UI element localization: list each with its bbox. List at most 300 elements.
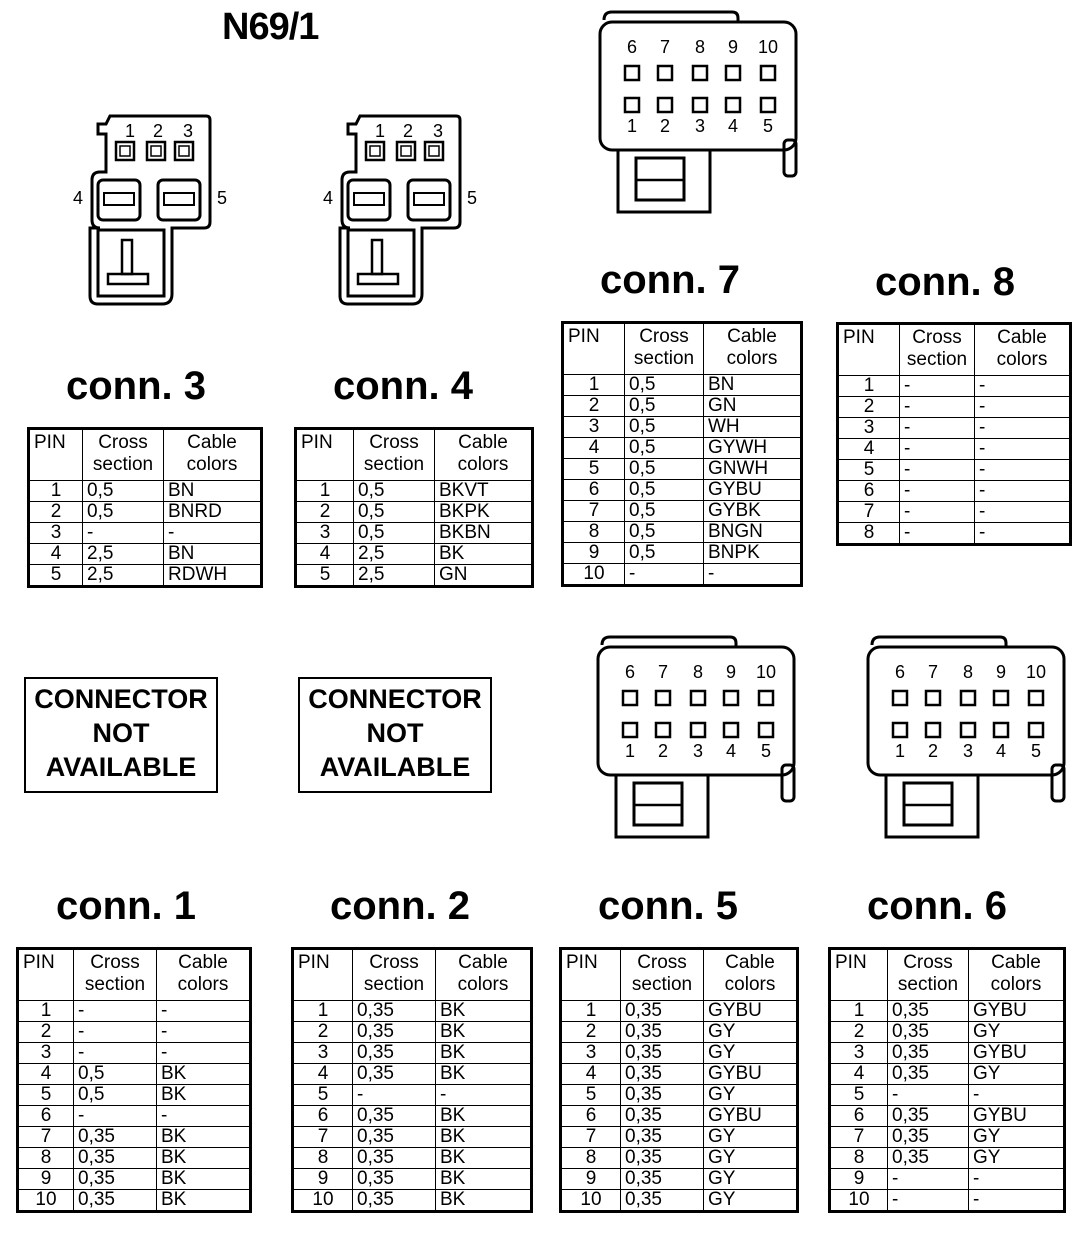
cross-section-cell: -	[74, 1022, 157, 1043]
pin-label: 2	[657, 741, 669, 761]
terminal-blade	[104, 193, 134, 205]
cable-color-cell: BN	[164, 481, 262, 502]
cable-color-cell: -	[975, 481, 1071, 502]
pin-cell: 4	[830, 1064, 888, 1085]
pin-square	[726, 66, 740, 80]
cable-color-cell: BK	[436, 1148, 532, 1169]
pin-cell: 9	[561, 1169, 621, 1190]
pin-label: 7	[659, 37, 671, 57]
cable-colors-header: Cable colors	[164, 429, 262, 481]
table-row	[561, 1085, 798, 1106]
table-row	[293, 1022, 532, 1043]
pin-label: 3	[692, 741, 704, 761]
cross-section-cell: 0,35	[74, 1127, 157, 1148]
pin-square	[425, 142, 443, 160]
pin-header: PIN	[838, 324, 900, 376]
pin-square	[893, 691, 907, 705]
cross-section-header: Cross section	[354, 429, 435, 481]
cross-section-cell: -	[74, 1001, 157, 1022]
pin-label: 5	[762, 116, 774, 136]
pin-label: 1	[374, 121, 386, 141]
pin-cell: 3	[561, 1043, 621, 1064]
cross-section-cell: 0,35	[353, 1022, 436, 1043]
cross-section-cell: -	[888, 1190, 969, 1212]
cross-section-cell: 2,5	[83, 544, 164, 565]
cable-color-cell: BK	[157, 1148, 251, 1169]
pin-label: 1	[124, 121, 136, 141]
pin-cell: 3	[29, 523, 83, 544]
pin-cell: 8	[838, 523, 900, 545]
cable-color-cell: -	[969, 1190, 1065, 1212]
cross-section-cell: 0,35	[621, 1190, 704, 1212]
pin-label: 9	[727, 37, 739, 57]
table-row	[293, 1106, 532, 1127]
cross-section-cell: 0,35	[621, 1085, 704, 1106]
cross-section-cell: 0,35	[74, 1148, 157, 1169]
table-row	[296, 481, 533, 502]
pin-label: 5	[1030, 741, 1042, 761]
table-row	[563, 375, 802, 396]
pin-cell: 5	[296, 565, 354, 587]
table-row	[18, 1190, 251, 1212]
pin-cell: 3	[293, 1043, 353, 1064]
table-row	[29, 544, 262, 565]
cable-color-cell: -	[975, 439, 1071, 460]
cross-section-cell: 0,35	[621, 1043, 704, 1064]
cable-color-cell: BK	[157, 1064, 251, 1085]
pin-header: PIN	[29, 429, 83, 481]
pin-inner-square	[120, 146, 130, 156]
pin-label: 6	[626, 37, 638, 57]
table-row	[561, 1064, 798, 1085]
pin-cell: 3	[830, 1043, 888, 1064]
cable-color-cell: GN	[435, 565, 533, 587]
cross-section-cell: 0,5	[625, 543, 704, 564]
conn6-pin-table	[828, 947, 1066, 1213]
cable-color-cell: GYBU	[704, 1001, 798, 1022]
table-row	[293, 1043, 532, 1064]
cross-section-cell: 0,35	[353, 1169, 436, 1190]
pin-square	[656, 723, 670, 737]
table-row	[838, 439, 1071, 460]
pin-label: 9	[725, 662, 737, 682]
pin-square	[691, 691, 705, 705]
cross-section-cell: -	[74, 1106, 157, 1127]
pin-cell: 9	[293, 1169, 353, 1190]
cable-color-cell: BKPK	[435, 502, 533, 523]
conn2-not-available-box	[298, 677, 492, 793]
cross-section-cell: 0,35	[621, 1148, 704, 1169]
cross-section-cell: 0,35	[888, 1043, 969, 1064]
cross-section-cell: -	[900, 502, 975, 523]
cross-section-cell: -	[900, 418, 975, 439]
pin-square	[693, 66, 707, 80]
cable-color-cell: -	[975, 502, 1071, 523]
table-row	[18, 1001, 251, 1022]
table-row	[563, 438, 802, 459]
table-row	[838, 481, 1071, 502]
pin-header: PIN	[18, 949, 74, 1001]
pin-cell: 9	[18, 1169, 74, 1190]
pin-label: 8	[692, 662, 704, 682]
cable-color-cell: GY	[704, 1085, 798, 1106]
table-row	[296, 544, 533, 565]
cross-section-cell: -	[900, 376, 975, 397]
cross-section-header: Cross section	[621, 949, 704, 1001]
pin-cell: 5	[830, 1085, 888, 1106]
cross-section-cell: -	[74, 1043, 157, 1064]
cable-color-cell: BK	[157, 1085, 251, 1106]
pin-square	[691, 723, 705, 737]
pin-label: 1	[626, 116, 638, 136]
cable-color-cell: BK	[436, 1001, 532, 1022]
cable-color-cell: BK	[436, 1064, 532, 1085]
pin-square	[1029, 691, 1043, 705]
pin-label: 3	[962, 741, 974, 761]
cable-color-cell: BK	[436, 1106, 532, 1127]
cable-color-cell: GY	[704, 1043, 798, 1064]
cable-color-cell: BK	[157, 1169, 251, 1190]
pin-square	[759, 691, 773, 705]
pin-square	[397, 142, 415, 160]
cross-section-cell: -	[83, 523, 164, 544]
pin-label: 2	[152, 121, 164, 141]
cross-section-header: Cross section	[74, 949, 157, 1001]
pin-header: PIN	[563, 323, 625, 375]
pin-label: 9	[995, 662, 1007, 682]
pin-cell: 5	[18, 1085, 74, 1106]
cross-section-cell: 0,35	[353, 1127, 436, 1148]
table-row	[561, 1106, 798, 1127]
pin-label: 2	[659, 116, 671, 136]
table-row	[561, 1169, 798, 1190]
cable-color-cell: BKVT	[435, 481, 533, 502]
cable-colors-header: Cable colors	[436, 949, 532, 1001]
pin-inner-square	[370, 146, 380, 156]
table-row	[830, 1022, 1065, 1043]
pin-cell: 3	[563, 417, 625, 438]
cross-section-cell: 0,35	[353, 1148, 436, 1169]
cable-color-cell: -	[164, 523, 262, 544]
table-row	[18, 1148, 251, 1169]
cross-section-header: Cross section	[888, 949, 969, 1001]
pin-cell: 8	[563, 522, 625, 543]
table-row	[18, 1169, 251, 1190]
cross-section-cell: 0,35	[353, 1106, 436, 1127]
cable-color-cell: GYWH	[704, 438, 802, 459]
table-row	[561, 1001, 798, 1022]
pin-label: 4	[72, 188, 84, 208]
cable-color-cell: BK	[435, 544, 533, 565]
pin-square	[625, 98, 639, 112]
conn6-title: conn. 6	[866, 884, 1008, 928]
table-row	[561, 1190, 798, 1212]
conn3-title: conn. 3	[65, 364, 207, 408]
cross-section-cell: 2,5	[354, 565, 435, 587]
conn5-pin-table	[559, 947, 799, 1213]
cable-color-cell: -	[436, 1085, 532, 1106]
table-row	[296, 565, 533, 587]
table-row	[830, 1001, 1065, 1022]
conn7-pin-table	[561, 321, 803, 587]
cable-color-cell: -	[157, 1022, 251, 1043]
pin-inner-square	[179, 146, 189, 156]
pin-header: PIN	[561, 949, 621, 1001]
cross-section-cell: 0,35	[353, 1190, 436, 1212]
cross-section-cell: 0,5	[83, 481, 164, 502]
conn8-pin-table	[836, 322, 1072, 546]
table-row	[563, 543, 802, 564]
pin-cell: 4	[29, 544, 83, 565]
table-row	[563, 501, 802, 522]
table-row	[838, 523, 1071, 545]
cross-section-cell: 0,35	[74, 1190, 157, 1212]
cross-section-cell: 0,35	[621, 1106, 704, 1127]
pin-cell: 4	[18, 1064, 74, 1085]
table-row	[830, 1169, 1065, 1190]
conn1-title: conn. 1	[55, 884, 197, 928]
pin-cell: 7	[561, 1127, 621, 1148]
table-row	[830, 1106, 1065, 1127]
pin-square	[147, 142, 165, 160]
cable-color-cell: RDWH	[164, 565, 262, 587]
pin-label: 10	[757, 37, 779, 57]
pin-cell: 6	[18, 1106, 74, 1127]
cable-colors-header: Cable colors	[435, 429, 533, 481]
pin-cell: 6	[830, 1106, 888, 1127]
cross-section-cell: 0,35	[621, 1064, 704, 1085]
table-row	[838, 502, 1071, 523]
cable-color-cell: -	[157, 1106, 251, 1127]
cross-section-cell: -	[625, 564, 704, 586]
cross-section-cell: 0,35	[888, 1106, 969, 1127]
cross-section-cell: 0,35	[888, 1148, 969, 1169]
pin-cell: 1	[830, 1001, 888, 1022]
pin-cell: 1	[838, 376, 900, 397]
cable-colors-header: Cable colors	[704, 949, 798, 1001]
table-row	[561, 1148, 798, 1169]
pin-cell: 1	[296, 481, 354, 502]
cable-color-cell: BK	[157, 1127, 251, 1148]
pin-square	[961, 691, 975, 705]
pin-cell: 2	[296, 502, 354, 523]
pin-cell: 2	[18, 1022, 74, 1043]
cable-color-cell: BN	[164, 544, 262, 565]
pin-cell: 2	[563, 396, 625, 417]
cable-color-cell: -	[969, 1169, 1065, 1190]
cross-section-cell: -	[900, 397, 975, 418]
pin-cell: 4	[296, 544, 354, 565]
pin-label: 4	[725, 741, 737, 761]
table-row	[293, 1127, 532, 1148]
pin-square	[926, 691, 940, 705]
cable-color-cell: -	[975, 523, 1071, 545]
pin-header: PIN	[296, 429, 354, 481]
conn3-pin-table	[27, 427, 263, 588]
pin-square	[658, 66, 672, 80]
cross-section-cell: 0,35	[621, 1127, 704, 1148]
pin-square	[623, 723, 637, 737]
pin-square	[994, 691, 1008, 705]
pin-cell: 2	[561, 1022, 621, 1043]
pin-label: 4	[322, 188, 334, 208]
not-available-line: NOT	[92, 718, 150, 748]
pin-cell: 9	[830, 1169, 888, 1190]
pin-cell: 4	[838, 439, 900, 460]
table-row	[563, 396, 802, 417]
cable-colors-header: Cable colors	[969, 949, 1065, 1001]
pin-cell: 4	[563, 438, 625, 459]
conn1-pin-table	[16, 947, 252, 1213]
pin-cell: 1	[29, 481, 83, 502]
cross-section-cell: -	[900, 523, 975, 545]
pin-square	[656, 691, 670, 705]
not-available-line: CONNECTOR	[308, 684, 482, 714]
cable-color-cell: GYBK	[704, 501, 802, 522]
cable-color-cell: GYBU	[969, 1043, 1065, 1064]
pin-cell: 5	[838, 460, 900, 481]
cross-section-cell: 0,35	[353, 1001, 436, 1022]
pin-label: 7	[657, 662, 669, 682]
conn4-pin-table	[294, 427, 534, 588]
pin-cell: 10	[563, 564, 625, 586]
cross-section-cell: -	[353, 1085, 436, 1106]
cable-color-cell: -	[157, 1001, 251, 1022]
pin-cell: 2	[293, 1022, 353, 1043]
cable-color-cell: -	[969, 1085, 1065, 1106]
cross-section-cell: 0,5	[625, 417, 704, 438]
cable-color-cell: -	[157, 1043, 251, 1064]
pin-cell: 7	[830, 1127, 888, 1148]
cable-color-cell: GY	[969, 1022, 1065, 1043]
conn8-title: conn. 8	[874, 260, 1016, 304]
connector-drawing-conn3	[70, 110, 240, 310]
pin-cell: 7	[293, 1127, 353, 1148]
cable-color-cell: BNPK	[704, 543, 802, 564]
cable-color-cell: -	[975, 460, 1071, 481]
pin-cell: 5	[29, 565, 83, 587]
not-available-line: CONNECTOR	[34, 684, 208, 714]
cable-color-cell: GY	[969, 1148, 1065, 1169]
cross-section-cell: 2,5	[354, 544, 435, 565]
pin-square	[175, 142, 193, 160]
table-row	[830, 1190, 1065, 1212]
pin-square	[693, 98, 707, 112]
pin-cell: 1	[561, 1001, 621, 1022]
conn5-title: conn. 5	[597, 884, 739, 928]
cable-color-cell: BK	[157, 1190, 251, 1212]
pin-square	[658, 98, 672, 112]
cross-section-cell: 0,5	[625, 522, 704, 543]
pin-cell: 6	[561, 1106, 621, 1127]
pin-cell: 1	[293, 1001, 353, 1022]
latch-base	[108, 274, 148, 284]
pin-cell: 4	[561, 1064, 621, 1085]
table-row	[293, 1169, 532, 1190]
cross-section-cell: -	[900, 460, 975, 481]
pin-square	[761, 98, 775, 112]
cross-section-cell: 0,35	[888, 1001, 969, 1022]
cross-section-cell: 0,5	[74, 1085, 157, 1106]
not-available-line: NOT	[366, 718, 424, 748]
table-row	[18, 1127, 251, 1148]
table-row	[18, 1022, 251, 1043]
pin-inner-square	[429, 146, 439, 156]
cable-color-cell: BNRD	[164, 502, 262, 523]
cable-color-cell: GY	[969, 1064, 1065, 1085]
cross-section-cell: 0,35	[353, 1064, 436, 1085]
pin-cell: 3	[838, 418, 900, 439]
cable-color-cell: GYBU	[704, 480, 802, 501]
pin-label: 4	[995, 741, 1007, 761]
pin-cell: 1	[563, 375, 625, 396]
connector-drawing-conn4	[320, 110, 490, 310]
pin-inner-square	[401, 146, 411, 156]
pin-cell: 8	[830, 1148, 888, 1169]
cross-section-cell: 0,35	[888, 1127, 969, 1148]
terminal-blade	[354, 193, 384, 205]
conn7-title: conn. 7	[599, 258, 741, 302]
pin-cell: 4	[293, 1064, 353, 1085]
table-row	[293, 1085, 532, 1106]
cable-color-cell: WH	[704, 417, 802, 438]
pin-cell: 3	[18, 1043, 74, 1064]
cross-section-cell: 0,5	[625, 480, 704, 501]
cross-section-cell: 0,35	[353, 1043, 436, 1064]
table-row	[563, 417, 802, 438]
cross-section-cell: 0,35	[888, 1022, 969, 1043]
conn2-title: conn. 2	[329, 884, 471, 928]
pin-square	[759, 723, 773, 737]
pin-cell: 9	[563, 543, 625, 564]
pin-cell: 7	[563, 501, 625, 522]
cable-colors-header: Cable colors	[975, 324, 1071, 376]
cable-color-cell: BN	[704, 375, 802, 396]
cross-section-cell: 0,35	[621, 1169, 704, 1190]
cross-section-cell: 0,5	[83, 502, 164, 523]
pin-square	[625, 66, 639, 80]
connector-drawing-conn5	[590, 633, 802, 843]
table-row	[18, 1064, 251, 1085]
table-row	[830, 1064, 1065, 1085]
cross-section-cell: 0,35	[74, 1169, 157, 1190]
cable-color-cell: GN	[704, 396, 802, 417]
pin-label: 5	[760, 741, 772, 761]
latch-stem	[122, 240, 132, 274]
pin-label: 6	[894, 662, 906, 682]
cross-section-cell: 0,35	[621, 1022, 704, 1043]
pin-square	[366, 142, 384, 160]
cross-section-cell: 0,5	[625, 396, 704, 417]
table-row	[830, 1148, 1065, 1169]
table-row	[296, 523, 533, 544]
pin-label: 2	[402, 121, 414, 141]
pin-cell: 2	[29, 502, 83, 523]
pin-label: 3	[694, 116, 706, 136]
cable-color-cell: BK	[436, 1127, 532, 1148]
pin-cell: 5	[563, 459, 625, 480]
not-available-line: AVAILABLE	[45, 752, 197, 782]
pin-cell: 10	[18, 1190, 74, 1212]
cable-color-cell: -	[704, 564, 802, 586]
cable-color-cell: -	[975, 376, 1071, 397]
table-row	[561, 1043, 798, 1064]
pin-label: 7	[927, 662, 939, 682]
cross-section-header: Cross section	[625, 323, 704, 375]
cross-section-header: Cross section	[353, 949, 436, 1001]
pin-square	[724, 691, 738, 705]
cross-section-cell: -	[888, 1169, 969, 1190]
